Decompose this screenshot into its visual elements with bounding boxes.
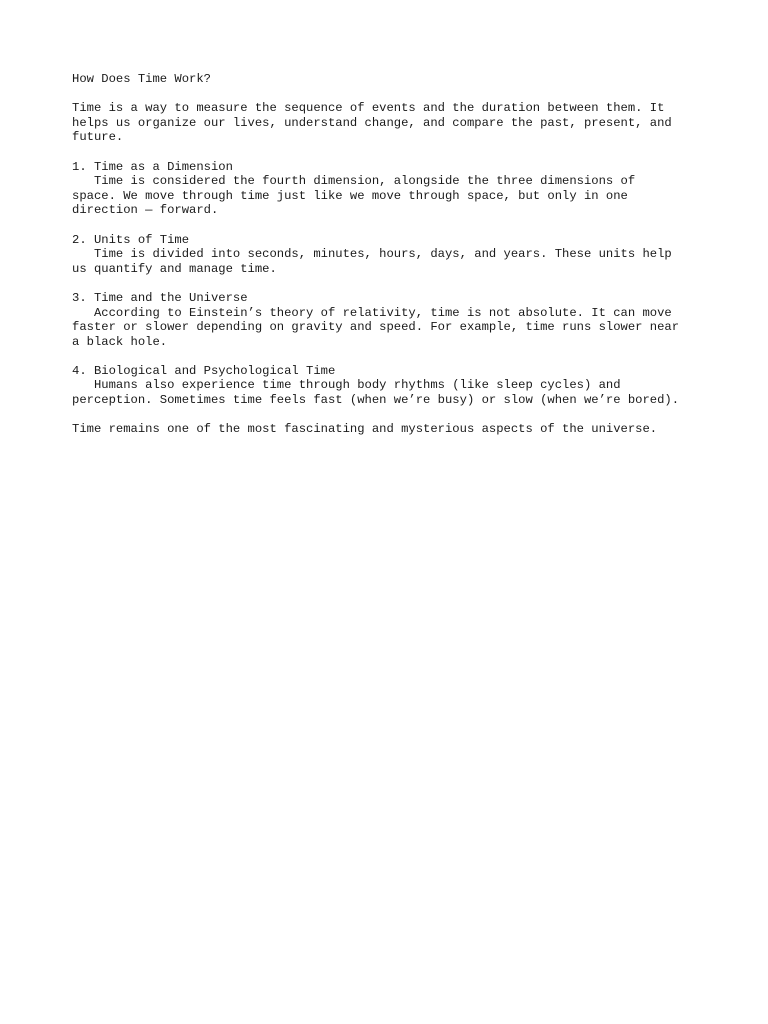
section-line: us quantify and manage time.: [72, 261, 277, 276]
section-line: Humans also experience time through body rhythms (like sleep cycles) and: [72, 378, 621, 393]
section-line: Time is considered the fourth dimension, alongside the three dimensions of: [72, 174, 636, 189]
intro-line: future.: [72, 130, 124, 145]
intro-line: Time is a way to measure the sequence of events and the duration between them. It: [72, 101, 665, 116]
section-line: perception. Sometimes time feels fast (when we’re busy) or slow (when we’re bored).: [72, 393, 680, 408]
spacer: [72, 218, 702, 233]
section-heading: 3. Time and the Universe: [72, 290, 248, 305]
section-line: direction — forward.: [72, 203, 219, 218]
spacer: [72, 87, 702, 102]
section-line: According to Einstein’s theory of relativity, time is not absolute. It can move: [72, 305, 672, 320]
spacer: [72, 349, 702, 364]
section-time-as-dimension: [72, 160, 702, 218]
section-line: space. We move through time just like we move through space, but only in one: [72, 188, 628, 203]
intro-line: helps us organize our lives, understand change, and compare the past, present, and: [72, 115, 672, 130]
section-heading: 4. Biological and Psychological Time: [72, 363, 336, 378]
conclusion-paragraph: Time remains one of the most fascinating and mysterious aspects of the universe.: [72, 422, 658, 437]
document-page: [72, 72, 702, 437]
section-heading: 1. Time as a Dimension: [72, 159, 233, 174]
section-line: Time is divided into seconds, minutes, hours, days, and years. These units help: [72, 247, 672, 262]
spacer: [72, 145, 702, 160]
section-biological-psychological-time: [72, 364, 702, 408]
intro-paragraph: [72, 101, 702, 145]
section-line: a black hole.: [72, 334, 168, 349]
spacer: [72, 408, 702, 423]
section-units-of-time: [72, 233, 702, 277]
section-line: faster or slower depending on gravity and speed. For example, time runs slower near: [72, 320, 680, 335]
section-time-and-universe: [72, 291, 702, 349]
section-heading: 2. Units of Time: [72, 232, 190, 247]
document-title: How Does Time Work?: [72, 72, 211, 86]
spacer: [72, 276, 702, 291]
